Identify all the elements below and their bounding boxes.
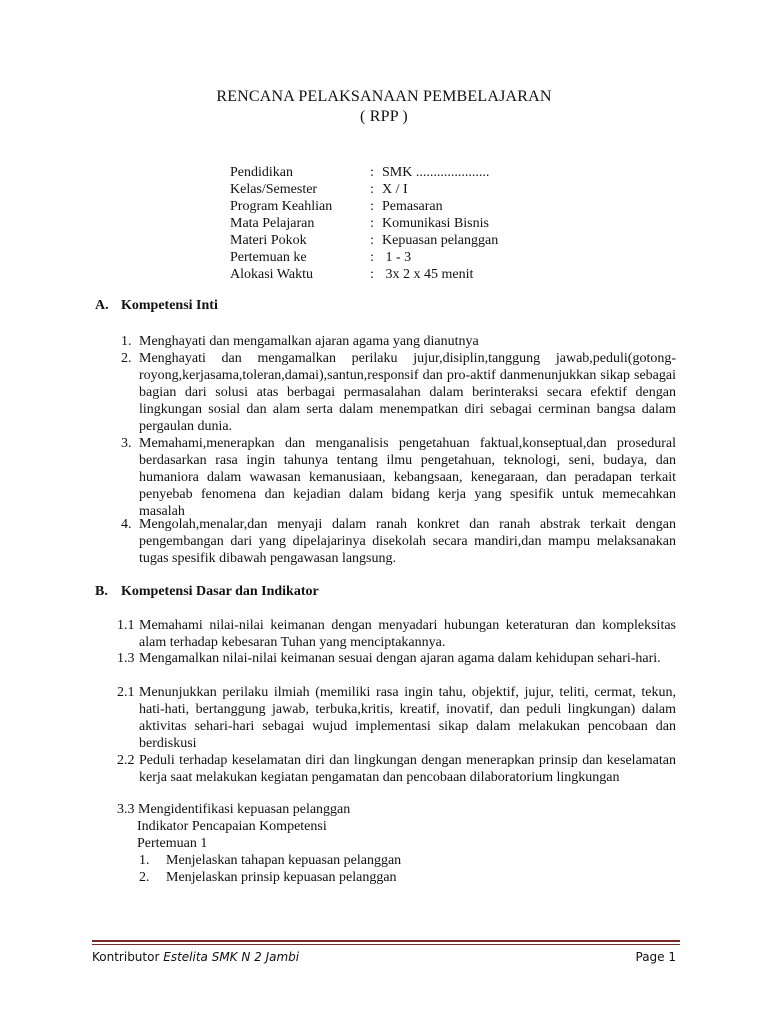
indicator-item: Menjelaskan tahapan kepuasan pelanggan — [166, 853, 402, 868]
info-value: Pemasaran — [382, 199, 443, 214]
info-row-pertemuan — [230, 249, 498, 266]
section-b-heading — [95, 584, 319, 600]
list-item: Menghayati dan mengamalkan ajaran agama yang dianutnya — [139, 334, 479, 349]
info-row-program — [230, 198, 498, 215]
info-table — [230, 164, 498, 283]
info-colon: : — [370, 199, 374, 214]
list-number: 4. — [121, 517, 132, 532]
info-row-alokasi — [230, 266, 498, 283]
list-number: 1. — [121, 334, 132, 349]
indicator-number: 2. — [139, 870, 150, 885]
kd-number: 2.2 — [117, 753, 135, 768]
section-a-heading — [95, 298, 218, 314]
info-row-pendidikan — [230, 164, 498, 181]
info-value: X / I — [382, 182, 408, 197]
page-subtitle: ( RPP ) — [360, 108, 408, 125]
info-colon: : — [370, 216, 374, 231]
list-item: Menghayati dan mengamalkan perilaku jujur,disiplin,tanggung jawab,peduli(gotong-royong,kerjasama,toleran,damai),santun,responsif dan pro-aktif danmenunjukkan sikap sebagai bagian dari solusi atas berbagai permasalahan dalam berinteraksi secara efektif dengan lingkungan sosial dan alam serta dalam menempatkan diri sebagai cerminan bangsa dalam pergaulan dunia. — [139, 351, 676, 434]
info-value: 3x 2 x 45 menit — [382, 267, 474, 282]
indicator-number: 1. — [139, 853, 150, 868]
indicator-item: Menjelaskan prinsip kepuasan pelanggan — [166, 870, 397, 885]
info-value: 1 - 3 — [382, 250, 412, 265]
pertemuan-heading: Pertemuan 1 — [137, 836, 208, 851]
list-number: 3. — [121, 436, 132, 451]
info-value: SMK ..................... — [382, 165, 490, 180]
kd-item: Mengamalkan nilai-nilai keimanan sesuai dengan ajaran agama dalam kehidupan sehari-hari. — [139, 651, 661, 666]
footer-author: Estelita SMK N 2 Jambi — [163, 950, 300, 964]
info-label: Kelas/Semester — [230, 182, 318, 197]
section-title: Kompetensi Dasar dan Indikator — [121, 584, 319, 599]
section-letter: B. — [95, 584, 108, 599]
section-letter: A. — [95, 298, 109, 313]
info-value: Kepuasan pelanggan — [382, 233, 499, 248]
kd-number: 1.3 — [117, 651, 135, 666]
footer-rule — [92, 940, 680, 942]
indikator-heading: Indikator Pencapaian Kompetensi — [137, 819, 327, 834]
list-item: Memahami,menerapkan dan menganalisis pengetahuan faktual,konseptual,dan prosedural berdasarkan rasa ingin tahunya tentang ilmu pengetahuan, teknologi, seni, budaya, dan humaniora dalam wawasan kemanusiaan, kebangsaan, kenegaraan, dan peradapan terkait penyebab fenomena dan kejadian dalam bidang kerja yang spesifik untuk memecahkan masalah — [139, 436, 676, 519]
page-number: Page 1 — [635, 950, 676, 964]
info-colon: : — [370, 233, 374, 248]
info-colon: : — [370, 250, 374, 265]
list-number: 2. — [121, 351, 132, 366]
info-value: Komunikasi Bisnis — [382, 216, 489, 231]
kd-item: Peduli terhadap keselamatan diri dan lingkungan dengan menerapkan prinsip dan keselamatan kerja saat melakukan kegiatan pengamatan dan pencobaan dilaboratorium lingkungan — [139, 753, 676, 785]
info-label: Alokasi Waktu — [230, 267, 313, 282]
info-label: Pertemuan ke — [230, 250, 307, 265]
kd-3-3: 3.3 Mengidentifikasi kepuasan pelanggan — [117, 802, 351, 817]
kd-item: Memahami nilai-nilai keimanan dengan menyadari hubungan keteraturan dan kompleksitas alam terhadap kebesaran Tuhan yang menciptakannya. — [139, 618, 676, 650]
kd-item: Menunjukkan perilaku ilmiah (memiliki rasa ingin tahu, objektif, jujur, teliti, cermat, tekun, hati-hati, bertanggung jawab, terbuka,kritis, kreatif, inovatif, dan peduli lingkungan) dalam aktivitas sehari-hari sebagai wujud implementasi sikap dalam melakukan pencobaan dan berdiskusi — [139, 685, 676, 751]
info-colon: : — [370, 182, 374, 197]
page-title: RENCANA PELAKSANAAN PEMBELAJARAN — [216, 88, 552, 105]
info-label: Mata Pelajaran — [230, 216, 315, 231]
list-item: Mengolah,menalar,dan menyaji dalam ranah konkret dan ranah abstrak terkait dengan pengembangan dari yang dipelajarinya disekolah secara mandiri,dan mampu melaksanakan tugas spesifik dibawah pengawasan langsung. — [139, 517, 676, 566]
kd-number: 1.1 — [117, 618, 135, 633]
info-label: Program Keahlian — [230, 199, 333, 214]
info-row-mapel — [230, 215, 498, 232]
footer-rule-thin — [92, 944, 680, 945]
info-label: Materi Pokok — [230, 233, 307, 248]
section-title: Kompetensi Inti — [121, 298, 218, 313]
info-row-kelas — [230, 181, 498, 198]
kd-number: 2.1 — [117, 685, 135, 700]
info-colon: : — [370, 267, 374, 282]
footer-contributor — [92, 950, 299, 964]
info-colon: : — [370, 165, 374, 180]
info-row-materi — [230, 232, 498, 249]
footer-prefix: Kontributor — [92, 950, 160, 964]
info-label: Pendidikan — [230, 165, 293, 180]
